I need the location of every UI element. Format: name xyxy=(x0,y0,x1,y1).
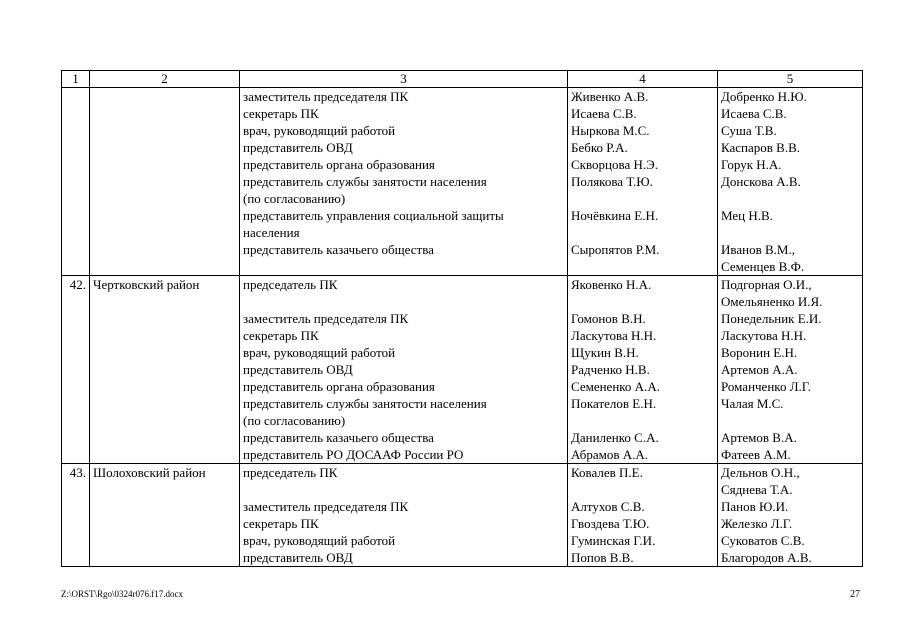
role-list xyxy=(240,88,568,276)
role-line: представитель службы занятости населения xyxy=(243,174,487,189)
role-line: заместитель председателя ПК xyxy=(243,499,409,514)
role-line: представитель ОВД xyxy=(243,362,353,377)
role-list xyxy=(240,464,568,567)
person-line: Ночёвкина Е.Н. xyxy=(571,208,659,223)
role-line: населения xyxy=(243,225,300,240)
row-number: 42. xyxy=(62,276,90,464)
person-line xyxy=(571,293,714,310)
person-line: Семененко А.А. xyxy=(571,379,660,394)
header-col-2: 2 xyxy=(90,71,240,88)
person-line: Артемов А.А. xyxy=(721,362,798,377)
person-line: Суша Т.В. xyxy=(721,123,777,138)
role-line: председатель ПК xyxy=(243,465,338,480)
commission-table xyxy=(61,70,863,567)
role-line: врач, руководящий работой xyxy=(243,533,396,548)
person-line: Абрамов А.А. xyxy=(571,447,649,462)
person-line: Чалая М.С. xyxy=(721,396,784,411)
person-line: Гомонов В.Н. xyxy=(571,311,646,326)
role-line: секретарь ПК xyxy=(243,106,319,121)
person-line: Попов В.В. xyxy=(571,550,634,565)
person-line: Артемов В.А. xyxy=(721,430,797,445)
district-name: Шолоховский район xyxy=(90,464,240,567)
person-line xyxy=(721,412,859,429)
header-col-3: 3 xyxy=(240,71,568,88)
person-line xyxy=(721,190,859,207)
person-line: Дельнов О.Н., xyxy=(721,465,800,480)
person-line: Бебко Р.А. xyxy=(571,140,628,155)
row-number: 43. xyxy=(62,464,90,567)
header-col-4: 4 xyxy=(568,71,718,88)
person-line: Понедельник Е.И. xyxy=(721,311,822,326)
person-line: Железко Л.Г. xyxy=(721,516,793,531)
person-line xyxy=(571,258,714,275)
role-line: врач, руководящий работой xyxy=(243,345,396,360)
header-row xyxy=(62,71,863,88)
person-line: Щукин В.Н. xyxy=(571,345,639,360)
person-line: Даниленко С.А. xyxy=(571,430,659,445)
deputy-list xyxy=(718,88,863,276)
person-line: Подгорная О.И., xyxy=(721,277,812,292)
person-line: Исаева С.В. xyxy=(721,106,787,121)
role-line: врач, руководящий работой xyxy=(243,123,396,138)
person-line: Романченко Л.Г. xyxy=(721,379,812,394)
role-list xyxy=(240,276,568,464)
person-line: Фатеев А.М. xyxy=(721,447,791,462)
person-line xyxy=(571,481,714,498)
person-line: Мец Н.В. xyxy=(721,208,773,223)
role-line: секретарь ПК xyxy=(243,516,319,531)
person-line: Яковенко Н.А. xyxy=(571,277,652,292)
district-name xyxy=(90,88,240,276)
person-line: Скворцова Н.Э. xyxy=(571,157,658,172)
role-line: (по согласованию) xyxy=(243,191,346,206)
role-line: представитель службы занятости населения xyxy=(243,396,487,411)
person-line: Суковатов С.В. xyxy=(721,533,805,548)
person-line: Сяднева Т.А. xyxy=(721,482,793,497)
person-line: Гвоздева Т.Ю. xyxy=(571,516,650,531)
district-name: Чертковский район xyxy=(90,276,240,464)
person-line: Исаева С.В. xyxy=(571,106,637,121)
header-col-1: 1 xyxy=(62,71,90,88)
table-row xyxy=(62,276,863,464)
person-line: Ковалев П.Е. xyxy=(571,465,643,480)
person-line: Донскова А.В. xyxy=(721,174,801,189)
person-line xyxy=(571,190,714,207)
role-line: представитель ОВД xyxy=(243,550,353,565)
role-line: представитель ОВД xyxy=(243,140,353,155)
header-col-5: 5 xyxy=(718,71,863,88)
person-line: Семенцев В.Ф. xyxy=(721,259,805,274)
person-line: Иванов В.М., xyxy=(721,242,795,257)
role-line: представитель управления социальной защиты xyxy=(243,208,504,223)
member-list xyxy=(568,464,718,567)
role-line: заместитель председателя ПК xyxy=(243,311,409,326)
person-line: Полякова Т.Ю. xyxy=(571,174,653,189)
role-line: (по согласованию) xyxy=(243,413,346,428)
role-line: председатель ПК xyxy=(243,277,338,292)
person-line: Ласкутова Н.Н. xyxy=(571,328,657,343)
member-list xyxy=(568,276,718,464)
role-line: представитель РО ДОСААФ России РО xyxy=(243,447,464,462)
footer-file-path: Z:\ORST\Rgo\0324r076.f17.docx xyxy=(61,589,183,599)
table-row xyxy=(62,464,863,567)
person-line: Омельяненко И.Я. xyxy=(721,294,823,309)
person-line: Сыропятов Р.М. xyxy=(571,242,660,257)
person-line: Благородов А.В. xyxy=(721,550,812,565)
person-line: Живенко А.В. xyxy=(571,89,649,104)
person-line: Панов Ю.И. xyxy=(721,499,789,514)
footer-page-number: 27 xyxy=(850,589,860,600)
role-line: представитель органа образования xyxy=(243,379,435,394)
person-line: Добренко Н.Ю. xyxy=(721,89,807,104)
role-line xyxy=(243,293,564,310)
table-body xyxy=(62,88,863,567)
person-line xyxy=(571,224,714,241)
person-line: Воронин Е.Н. xyxy=(721,345,798,360)
person-line: Гуминская Г.И. xyxy=(571,533,656,548)
role-line: заместитель председателя ПК xyxy=(243,89,409,104)
person-line: Каспаров В.В. xyxy=(721,140,800,155)
role-line xyxy=(243,258,564,275)
role-line xyxy=(243,481,564,498)
role-line: представитель органа образования xyxy=(243,157,435,172)
person-line xyxy=(721,224,859,241)
person-line: Ласкутова Н.Н. xyxy=(721,328,807,343)
person-line: Горук Н.А. xyxy=(721,157,782,172)
person-line: Алтухов С.В. xyxy=(571,499,645,514)
deputy-list xyxy=(718,276,863,464)
member-list xyxy=(568,88,718,276)
row-number xyxy=(62,88,90,276)
deputy-list xyxy=(718,464,863,567)
person-line: Покателов Е.Н. xyxy=(571,396,657,411)
person-line: Ныркова М.С. xyxy=(571,123,650,138)
role-line: секретарь ПК xyxy=(243,328,319,343)
table-row xyxy=(62,88,863,276)
role-line: представитель казачьего общества xyxy=(243,242,434,257)
role-line: представитель казачьего общества xyxy=(243,430,434,445)
person-line xyxy=(571,412,714,429)
person-line: Радченко Н.В. xyxy=(571,362,650,377)
